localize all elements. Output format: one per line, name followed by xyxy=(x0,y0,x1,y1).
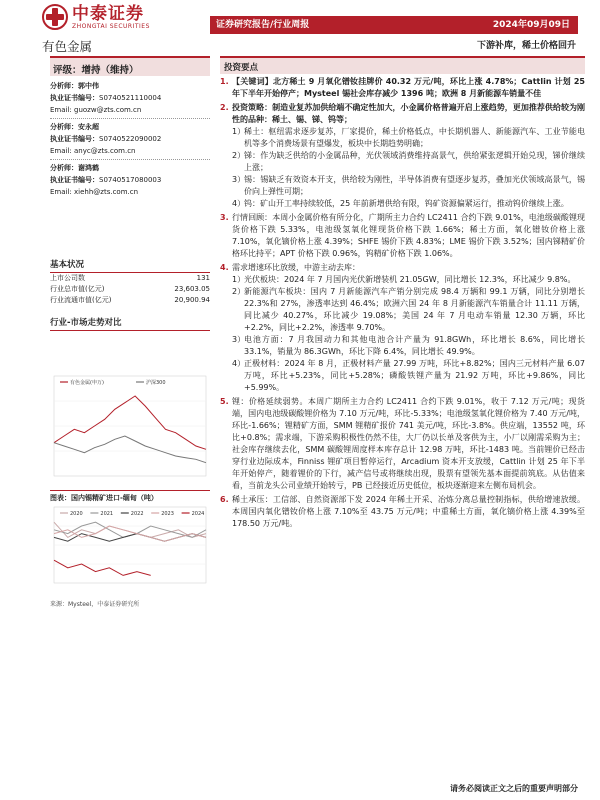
analyst-name: 郭中伟 xyxy=(78,82,99,90)
tin-import-chart xyxy=(50,503,210,593)
item-text: 锂：价格延续弱势。本周广期所主力合约 LC2411 合约下跌 9.01%，收于 7.12 万元/吨；现货端，国内电池级碳酸锂价格为 7.10 万元/吨，环比-5.33%；电池级氢氧化锂价格为 7.40 万元/吨，环比-1.66%；锂精矿方面，SMM 锂精矿报价 741 美元/吨，环比-3.8%。供应端，13552 吨，环比+0.8%；需求端，下游采购积极性仍然不佳，大厂仍以长单及客供为主，小厂以刚需采购为主；社会库存继续去化，SMM 碳酸锂周度样本库存总计 12.98 万吨，环比-1483 吨。当前锂价已经击穿行业边际成本，Finniss 锂矿项目暂停运行，Arcadium 资本开支放缓，Cattlin 计划 25 年下半年开始停产，随着锂价的下行，减产信号或将继续出现，股票有望领先基本面提前筑底。从估值来看，当前龙头公司业绩开始转亏，PB 已经接近历史低位，板块逐渐迎来左侧布局机会。 xyxy=(232,397,585,490)
stat-value: 23,603.05 xyxy=(174,285,210,293)
item-text: 【关键词】北方稀土 9 月氧化镨钕挂牌价 40.32 万元/吨，环比上涨 4.78%；Cattlin 计划 25 年下半年开始停产；Mysteel 锡社会库存减少 1396 吨；欧洲 8 月新能源车销量不佳 xyxy=(232,77,585,98)
analyst-label: 分析师： xyxy=(50,164,78,172)
analyst-email[interactable]: Email: guozw@zts.com.cn xyxy=(50,106,142,114)
item-text: 锡：锡缺乏有效资本开支，供给较为刚性，半导体消费有望逐步复苏，叠加光伏领域高景气，锡价向上弹性可期； xyxy=(244,175,585,196)
sub-list-item xyxy=(232,198,585,210)
legend-label: 2024 xyxy=(191,511,205,517)
trend-chart-title: 行业-市场走势对比 xyxy=(50,316,210,331)
item-number: 1） xyxy=(232,275,246,284)
company-logo xyxy=(42,4,150,30)
sub-list-item xyxy=(232,126,585,150)
main-content xyxy=(220,56,585,530)
legend-label: 2022 xyxy=(130,511,144,517)
table-row xyxy=(50,284,210,295)
legend-label: 2020 xyxy=(70,511,83,517)
item-number: 3） xyxy=(232,175,246,184)
cert-number: S0740517080003 xyxy=(99,176,162,184)
trend-chart xyxy=(50,372,210,482)
report-date: 2024年09月09日 xyxy=(492,20,570,30)
list-item xyxy=(220,262,585,274)
cert-number: S0740521110004 xyxy=(99,94,162,102)
analyst-name: 谢鸿鹤 xyxy=(78,164,99,172)
cert-label: 执业证书编号： xyxy=(50,135,99,143)
item-text: 电池方面：7 月我国动力和其他电池合计产量为 91.8GWh，环比增长 8.6%，同比增长 33.1%，销量为 86.3GWh，环比下降 6.4%，同比增长 49.9%。 xyxy=(244,335,585,356)
item-text: 稀土：枢纽需求逐步复苏，厂家提价，稀土价格低点，中长期机器人、新能源汽车、工业节能电机等多个消费场景有望爆发，板块中长期趋势明确； xyxy=(244,127,585,148)
left-sidebar xyxy=(50,56,210,331)
analyst-email[interactable]: Email: xiehh@zts.com.cn xyxy=(50,188,139,196)
basic-status-title: 基本状况 xyxy=(50,258,210,273)
series-line-4 xyxy=(54,560,151,575)
page-title: 下游补库，稀土价格回升 xyxy=(476,41,576,51)
item-number: 4） xyxy=(232,359,246,368)
table-row xyxy=(50,295,210,306)
series-line-0 xyxy=(54,396,206,449)
item-number: 3） xyxy=(232,335,246,344)
chart-source: 来源：Mysteel，中泰证券研究所 xyxy=(50,601,140,608)
cert-label: 执业证书编号： xyxy=(50,94,99,102)
item-text: 行情回顾：本周小金属价格有所分化，广期所主力合约 LC2411 合约下跌 9.01%，电池级碳酸锂现货价格下跌 5.33%，电池级氢氧化锂现货价格下跌 1.66%；稀土方面，氧化镨钕价格上涨 7.10%，氧化镝价格上涨 4.39%；SHFE 锡价下跌 4.83%；LME 锡价下跌 3.52%；国内锑精矿价格环比持平；APT 价格下跌 0.96%，钨精矿价格下跌 1.06%。 xyxy=(232,213,585,258)
item-text: 新能源汽车板块：国内 7 月新能源汽车产销分别完成 98.4 万辆和 99.1 万辆，同比分别增长 22.3%和 27%，渗透率达到 46.4%；欧洲六国 24 年 8 月新能源汽车销量合计 11.11 万辆，同比减少 40.27%，环比减少 19.08%；美国 24 年 7 月电动车销量 12.30 万辆，环比+2.2%，同比+2.2%，渗透率 9.70%。 xyxy=(244,287,585,332)
sub-list-item xyxy=(232,274,585,286)
stat-key: 上市公司数 xyxy=(50,274,85,282)
item-text: 正极材料：2024 年 8 月，正极材料产量 27.99 万吨，环比+8.82%；国内三元材料产量 6.07 万吨，环比+5.23%，同比+5.28%；磷酸铁锂产量为 21.92 万吨，环比+9.86%，同比+5.99%。 xyxy=(244,359,585,392)
report-header-bar xyxy=(210,16,578,34)
table-row xyxy=(50,273,210,284)
analyst-name: 安永超 xyxy=(78,123,99,131)
item-number: 2. xyxy=(220,103,229,112)
analyst-label: 分析师： xyxy=(50,123,78,131)
item-number: 4） xyxy=(232,199,246,208)
item-number: 3. xyxy=(220,213,229,222)
legend-label: 有色金属(申万) xyxy=(70,380,104,386)
list-item xyxy=(220,102,585,126)
item-text: 稀土承压：工信部、自然资源部下发 2024 年稀土开采、冶炼分离总量控制指标，供给增速放缓。本周国内氧化镨钕价格上涨 7.10%至 43.75 万元/吨；中重稀土方面，氧化镝价格上涨 4.39%至 178.50 万元/吨。 xyxy=(232,495,585,528)
sub-list-item xyxy=(232,174,585,198)
chart-area xyxy=(50,372,210,608)
series-line-1 xyxy=(54,436,206,463)
chart2-title: 图表：国内锡精矿进口-缅甸（吨） xyxy=(50,490,210,503)
item-text: 锑：作为缺乏供给的小金属品种，光伏领域消费维持高景气，供给紧张逻辑开始兑现，锑价继续上涨； xyxy=(244,151,585,172)
list-item xyxy=(220,396,585,492)
analyst-email[interactable]: Email: anyc@zts.com.cn xyxy=(50,147,136,155)
basic-status-table xyxy=(50,273,210,306)
stat-key: 行业流通市值(亿元) xyxy=(50,296,112,304)
item-text: 投资策略：制造业复苏加供给端不确定性加大，小金属价格普遍开启上涨趋势，更加推荐供给较为刚性的品种：稀土、锡、锑、钨等； xyxy=(232,103,585,124)
item-text: 光伏板块：2024 年 7 月国内光伏新增装机 21.05GW，同比增长 12.3%，环比减少 9.8%。 xyxy=(244,275,576,284)
legend-label: 沪深300 xyxy=(146,380,166,386)
list-item xyxy=(220,212,585,260)
list-item xyxy=(220,76,585,100)
logo-icon xyxy=(42,4,68,30)
sub-list-item xyxy=(232,286,585,334)
stat-value: 20,900.94 xyxy=(174,296,210,304)
sub-list-item xyxy=(232,150,585,174)
rating-box: 评级：增持（维持） xyxy=(50,56,210,76)
focus-list xyxy=(220,76,585,530)
item-text: 钨：矿山开工率持续较低，25 年前新增供给有限，钨矿资源偏紧运行，推动钨价继续上涨。 xyxy=(244,199,569,208)
sub-list-item xyxy=(232,358,585,394)
item-number: 4. xyxy=(220,263,229,272)
focus-title: 投资要点 xyxy=(220,56,585,74)
logo-name-en: ZHONGTAI SECURITIES xyxy=(72,22,150,30)
item-number: 1） xyxy=(232,127,246,136)
analyst-list xyxy=(50,80,210,198)
legend-label: 2023 xyxy=(161,511,174,517)
item-number: 6. xyxy=(220,495,229,504)
sub-list-item xyxy=(232,334,585,358)
industry-name: 有色金属 xyxy=(42,39,93,54)
item-text: 需求增速环比放缓，中游主动去库： xyxy=(232,263,360,272)
item-number: 5. xyxy=(220,397,229,406)
analyst-label: 分析师： xyxy=(50,82,78,90)
list-item xyxy=(220,494,585,530)
stat-key: 行业总市值(亿元) xyxy=(50,285,105,293)
cert-number: S0740522090002 xyxy=(99,135,162,143)
item-number: 2） xyxy=(232,287,246,296)
report-type: 证券研究报告/行业周报 xyxy=(216,20,310,30)
cert-label: 执业证书编号： xyxy=(50,176,99,184)
item-number: 1. xyxy=(220,77,229,86)
item-number: 2） xyxy=(232,151,246,160)
footer-disclaimer: 请务必阅读正文之后的重要声明部分 xyxy=(450,784,578,793)
legend-label: 2021 xyxy=(100,511,114,517)
logo-name-cn: 中泰证券 xyxy=(72,3,144,24)
stat-value: 131 xyxy=(196,274,210,282)
